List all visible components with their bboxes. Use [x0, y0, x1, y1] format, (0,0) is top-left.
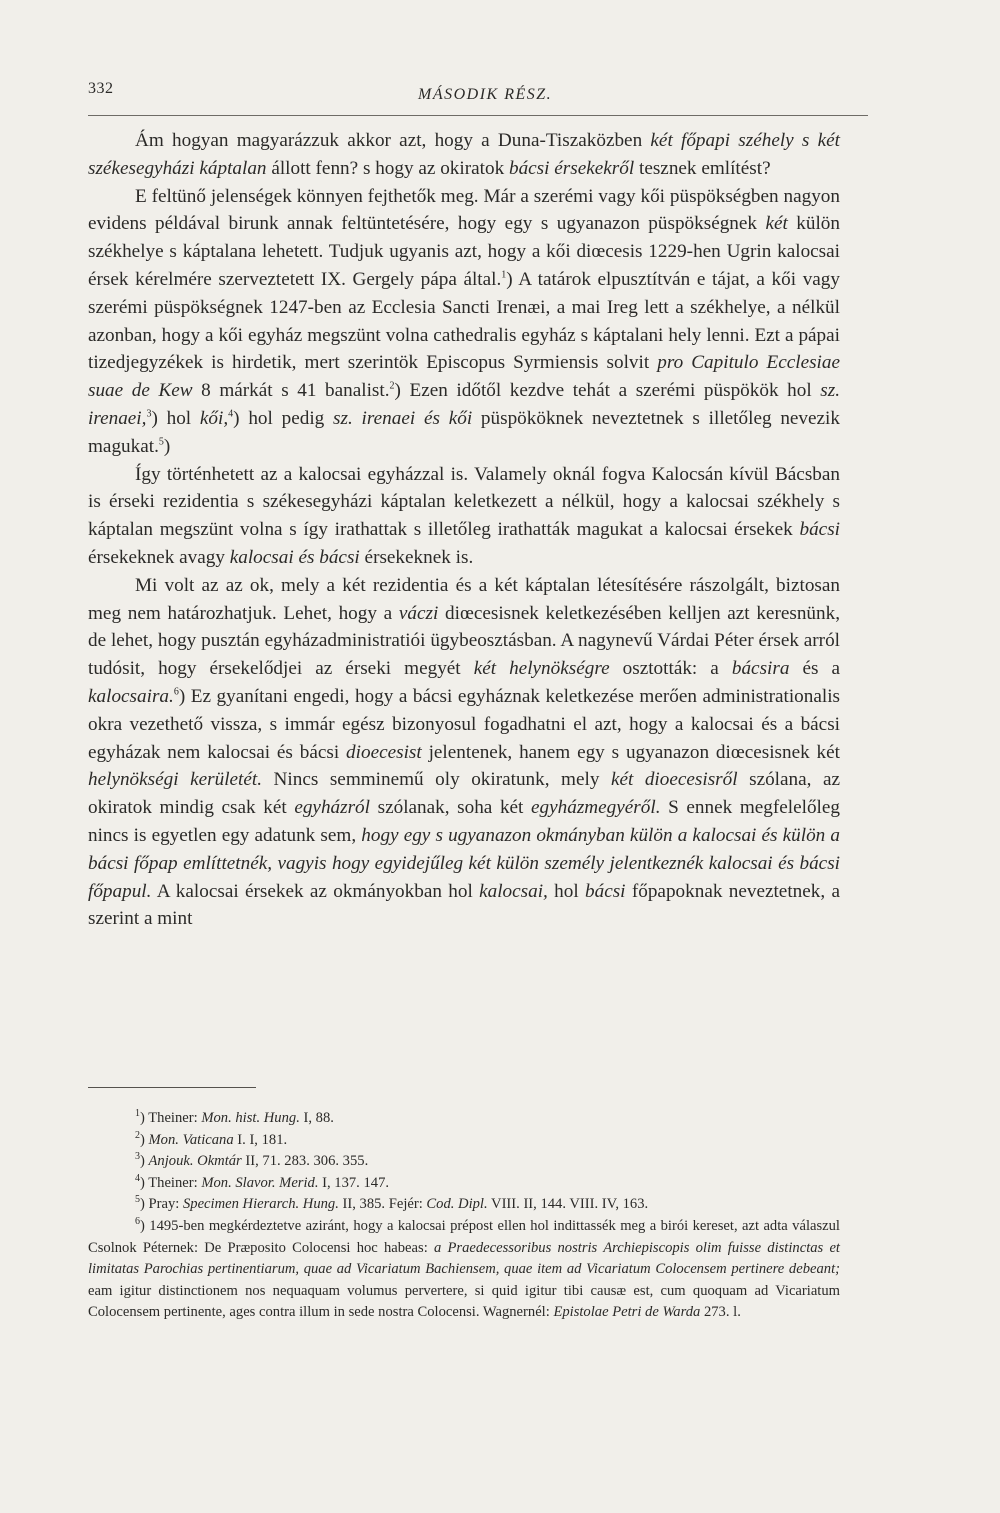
- footnote: [88, 1108, 840, 1130]
- paragraph: [88, 461, 840, 572]
- text-run: külön székhelye s káptalana lehetett. Tudjuk ugyanis azt, hogy a kői diœcesis 1229-hen Ugrin kalocsai érsek kérelmére szerveztetett IX. Gergely pápa által.: [88, 213, 840, 290]
- italic-run: kalocsai és bácsi: [229, 546, 360, 568]
- footnote-ref: 3: [135, 1151, 140, 1163]
- italic-run: Mon. Vaticana: [148, 1131, 234, 1148]
- italic-run: Specimen Hierarch. Hung.: [182, 1196, 339, 1213]
- italic-run: a Praedecessoribus nostris Archiepiscopis olim fuisse distinctas et limitatas Parochias pertinentiarum, quae ad Vicariatum Bachiensem, quae item ad Vicariatum Colocensem pertinere debeant;: [88, 1239, 840, 1278]
- italic-run: egyházmegyéről.: [531, 797, 661, 819]
- text-run: 8 márkát s 41 banalist.: [192, 380, 390, 402]
- footnote: [88, 1151, 840, 1173]
- page-number: 332: [88, 80, 114, 97]
- body-text: [88, 127, 840, 933]
- footnote-ref: 1: [501, 269, 507, 281]
- italic-run: dioecesist: [346, 741, 422, 763]
- footnote-ref: 3: [146, 408, 152, 420]
- footnote: [88, 1173, 840, 1195]
- text-run: ) hol: [151, 407, 200, 429]
- italic-run: két dioecesisről: [610, 769, 738, 791]
- italic-run: pro Capitulo Ecclesiae suae de Kew: [88, 352, 840, 402]
- italic-run: kői,: [199, 407, 229, 429]
- paragraph: [88, 127, 840, 183]
- footnote-ref: 4: [135, 1172, 140, 1184]
- text-run: II, 71. 283. 306. 355.: [241, 1153, 369, 1170]
- paragraph: [88, 183, 840, 461]
- italic-run: hogy egy s ugyanazon okmányban külön a kalocsai és külön a bácsi főpap említtetnék, vagyis hogy egyidejűleg két külön személy jelentkeznék kalocsai és bácsi főpapul.: [88, 824, 840, 902]
- text-run: Mi volt az az ok, mely a két rezidentia és a két káptalan létesítésére rászolgált, biztosan meg nem határozhatjuk. Lehet, hogy a: [88, 574, 840, 624]
- text-run: püspököknek neveztetnek s illetőleg nevezik magukat.: [88, 407, 840, 457]
- text-run: érsekeknek avagy: [88, 546, 230, 568]
- text-run: ) hol pedig: [233, 407, 334, 429]
- text-run: II, 385. Fejér:: [338, 1196, 427, 1213]
- footnote-ref: 5: [158, 436, 164, 448]
- text-run: eam igitur distinctionem nos nequaquam volumus pervertere, si quid igitur tibi causæ est, cum quoquam ad Vicariatum Colocensem pertinente, ages contra illum in sede nostra Colocensi. Wagnernél:: [88, 1282, 840, 1321]
- italic-run: két: [765, 213, 788, 235]
- text-run: érsekeknek is.: [359, 546, 474, 568]
- italic-run: két főpapi széhely s két székesegyházi káptalan: [88, 130, 840, 179]
- text-run: I. I, 181.: [233, 1131, 288, 1148]
- text-run: E feltünő jelenségek könnyen fejthetők meg. Már a szerémi vagy kői püspökségben nagyon evidens példával birunk annak feltüntetésére, hogy egy s ugyanazon püspökségnek: [88, 185, 840, 235]
- text-run: szólana, az okiratok mindig csak két: [88, 769, 840, 819]
- text-run: S ennek megfelelőleg nincs is egyetlen egy adatunk sem,: [88, 797, 840, 846]
- text-run: főpapoknak neveztetnek, a szerint a mint: [88, 880, 840, 930]
- text-run: A kalocsai érsekek az okmányokban hol: [151, 880, 480, 902]
- header-rule: [88, 115, 868, 116]
- text-run: ): [140, 1153, 149, 1170]
- footnote-ref: 2: [135, 1129, 140, 1141]
- text-run: ) A tatárok elpusztítván e tájat, a kői vagy szerémi püspökségnek 1247-ben az Ecclesia Sancti Irenæi, a mai Ireg lett a székhelye, a nélkül azonban, hogy a kői egyház megszünt volna cathedralis egyház s káptalani hely lenni. Ezt a pápai tizedjegyzékek is hirdetik, mert szerintök Episcopus Syrmiensis solvit: [88, 268, 840, 374]
- text-run: ) Ezen időtől kezdve tehát a szerémi püspökök hol: [394, 380, 821, 402]
- text-run: tesznek említést?: [634, 157, 771, 179]
- italic-run: egyházról: [294, 797, 370, 819]
- italic-run: sz. irenaei és kői: [333, 407, 473, 429]
- paragraph: [88, 572, 840, 933]
- text-run: hol: [547, 880, 586, 902]
- footnote: [88, 1130, 840, 1152]
- italic-run: Anjouk. Okmtár: [148, 1153, 242, 1170]
- text-run: állott fenn? s hogy az okiratok: [266, 157, 509, 179]
- footnote-ref: 1: [135, 1108, 140, 1120]
- footnote: [88, 1194, 840, 1216]
- text-run: I, 88.: [299, 1110, 334, 1126]
- footnote-ref: 2: [389, 380, 395, 392]
- italic-run: bácsi érsekekről: [508, 157, 635, 179]
- text-run: diœcesisnek keletkezésében kelljen azt keresnünk, de lehet, hogy pusztán egyházadministratiói ügybeosztásban. A nagynevű Várdai Péter érsek arról tudósit, hogy érsekelődjei az érseki megyét: [88, 602, 840, 680]
- text-run: 273. l.: [700, 1304, 741, 1321]
- text-run: szólanak, soha két: [370, 797, 532, 819]
- italic-run: Mon. hist. Hung.: [201, 1110, 300, 1126]
- text-run: ): [140, 1131, 149, 1148]
- footnotes: [88, 1108, 840, 1324]
- italic-run: kalocsai,: [479, 880, 548, 902]
- text-run: osztották: a: [609, 658, 732, 680]
- italic-run: két helynökségre: [473, 658, 610, 680]
- text-run: ) Pray:: [140, 1196, 183, 1213]
- italic-run: bácsi: [585, 880, 626, 902]
- text-run: VIII. II, 144. VIII. IV, 163.: [487, 1196, 649, 1213]
- running-head: MÁSODIK RÉSZ.: [418, 86, 553, 103]
- text-run: jelentenek, hanem egy s ugyanazon diœcesisnek két: [421, 741, 841, 763]
- italic-run: bácsira: [731, 658, 790, 680]
- text-run: ) Theiner:: [140, 1110, 202, 1126]
- italic-run: sz. irenaei,: [88, 380, 840, 429]
- italic-run: Cod. Dipl.: [426, 1196, 488, 1213]
- page-header: [88, 76, 868, 106]
- italic-run: Epistolae Petri de Warda: [553, 1304, 701, 1321]
- footnote-ref: 6: [135, 1216, 140, 1228]
- text-run: Nincs semminemű oly okiratunk, mely: [262, 769, 611, 791]
- text-run: ): [163, 435, 171, 457]
- text-run: I, 137. 147.: [318, 1174, 390, 1191]
- footnote-ref: 6: [173, 686, 179, 698]
- italic-run: Mon. Slavor. Merid.: [201, 1174, 319, 1191]
- text-run: ) 1495-ben megkérdeztetve aziránt, hogy a kalocsai prépost ellen hol indittassék meg a birói kereset, azt adta válaszul Csolnok Péternek: De Præposito Colocensi hoc habeas:: [88, 1217, 840, 1256]
- italic-run: váczi: [398, 602, 439, 624]
- footnote-ref: 5: [135, 1194, 140, 1206]
- text-run: és a: [789, 658, 841, 680]
- italic-run: bácsi: [799, 519, 840, 541]
- text-run: ) Ez gyanítani engedi, hogy a bácsi egyháznak keletkezése merően administrationalis okra vezethető vissza, s immár egész bizonyosul fogadhatni el azt, hogy a kalocsai és a bácsi egyházak nem kalocsai és bácsi: [88, 685, 840, 763]
- footnote-ref: 4: [228, 408, 234, 420]
- text-run: Így történhetett az a kalocsai egyházzal is. Valamely oknál fogva Kalocsán kívül Bácsban is érseki rezidentia s székesegyházi káptalan keletkezett a nélkül, hogy a kalocsai székhely s káptalan megszünt volna s így irathattak s illetőleg irathatták magukat a kalocsai érsekek: [88, 463, 840, 541]
- text-run: Ám hogyan magyarázzuk akkor azt, hogy a Duna-Tiszaközben: [135, 130, 651, 151]
- italic-run: kalocsaira.: [88, 685, 174, 707]
- italic-run: helynökségi kerületét.: [88, 769, 263, 791]
- footnote: [88, 1216, 840, 1324]
- footnote-rule: [88, 1087, 256, 1088]
- text-run: ) Theiner:: [140, 1174, 202, 1191]
